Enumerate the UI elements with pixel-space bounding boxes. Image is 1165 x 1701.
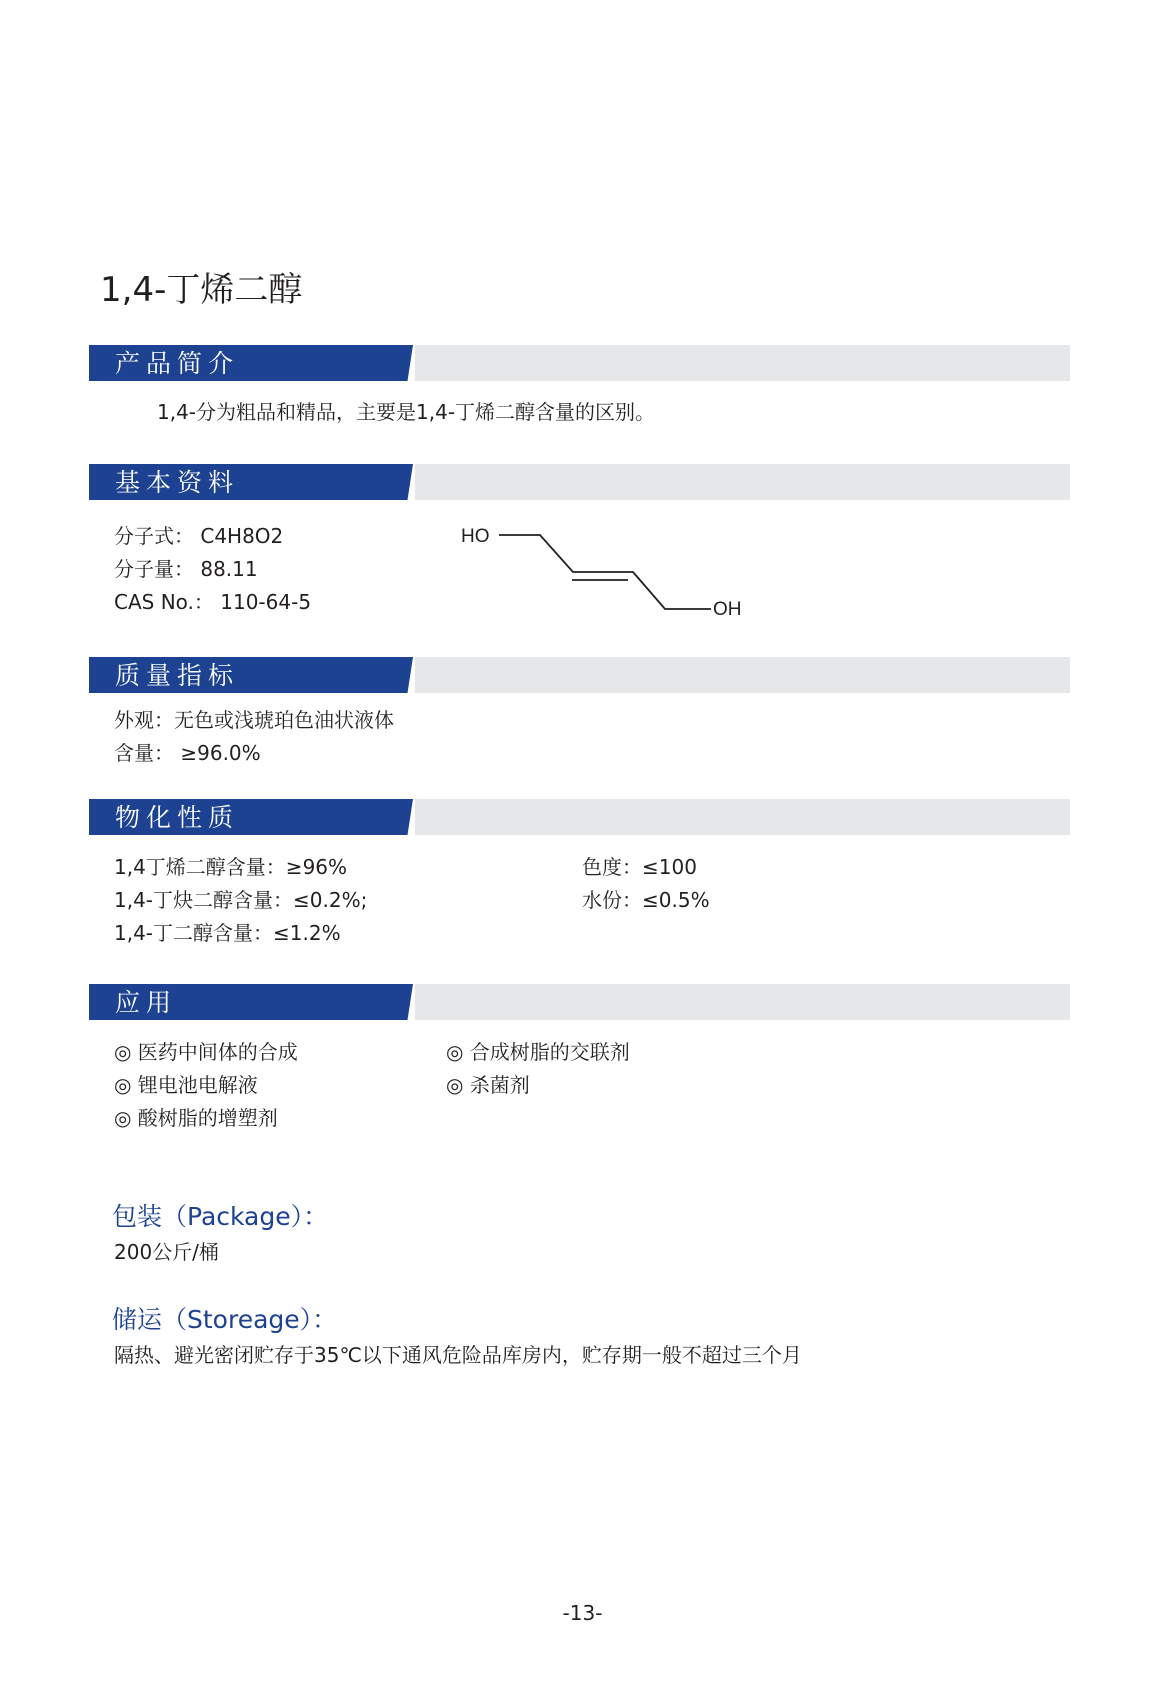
application-item: ◎ 酸树脂的增塑剂: [114, 1106, 278, 1130]
property-item: 1,4-丁二醇含量：≤1.2%: [114, 921, 341, 945]
section-heading: 物化性质: [115, 803, 240, 832]
section-heading: 应用: [115, 988, 178, 1017]
page-number: -13-: [562, 1601, 603, 1625]
section-band: [415, 657, 1070, 693]
section-heading: 质量指标: [115, 661, 240, 690]
section-header-properties: [89, 799, 1070, 835]
section-heading: 产品简介: [115, 349, 240, 378]
section-band: [415, 799, 1070, 835]
molecular-weight: 分子量： 88.11: [114, 557, 258, 581]
property-item: 1,4-丁炔二醇含量：≤0.2%;: [114, 888, 368, 912]
storage-heading: 储运（Storeage）：: [112, 1305, 338, 1334]
structure-diagram: [455, 518, 765, 618]
property-item: 1,4丁烯二醇含量：≥96%: [114, 855, 348, 879]
carbon-chain: [499, 535, 711, 609]
application-item: ◎ 合成树脂的交联剂: [446, 1040, 630, 1064]
content-text: 含量： ≥96.0%: [114, 741, 261, 765]
section-header-quality: [89, 657, 1070, 693]
cas-number: CAS No.： 110-64-5: [114, 590, 312, 614]
section-heading: 基本资料: [115, 468, 240, 497]
property-item: 水份：≤0.5%: [582, 888, 710, 912]
storage-text: 隔热、避光密闭贮存于35℃以下通风危险品库房内，贮存期一般不超过三个月: [114, 1343, 802, 1367]
molecular-formula: 分子式： C4H8O2: [114, 524, 284, 548]
section-header-applications: [89, 984, 1070, 1020]
property-item: 色度：≤100: [582, 855, 697, 879]
package-heading: 包装（Package）：: [112, 1202, 329, 1231]
application-item: ◎ 杀菌剂: [446, 1073, 530, 1097]
application-item: ◎ 锂电池电解液: [114, 1073, 258, 1097]
appearance-text: 外观：无色或浅琥珀色油状液体: [114, 708, 394, 732]
section-header-intro: [89, 345, 1070, 381]
section-band: [415, 345, 1070, 381]
section-header-basic: [89, 464, 1070, 500]
intro-text: 1,4-分为粗品和精品，主要是1,4-丁烯二醇含量的区别。: [157, 400, 656, 424]
section-band: [415, 464, 1070, 500]
section-band: [415, 984, 1070, 1020]
hydroxyl-label-left: HO: [461, 526, 490, 547]
application-item: ◎ 医药中间体的合成: [114, 1040, 298, 1064]
package-text: 200公斤/桶: [114, 1240, 219, 1264]
hydroxyl-label-right: OH: [713, 599, 742, 618]
page-title: 1,4-丁烯二醇: [100, 270, 303, 310]
